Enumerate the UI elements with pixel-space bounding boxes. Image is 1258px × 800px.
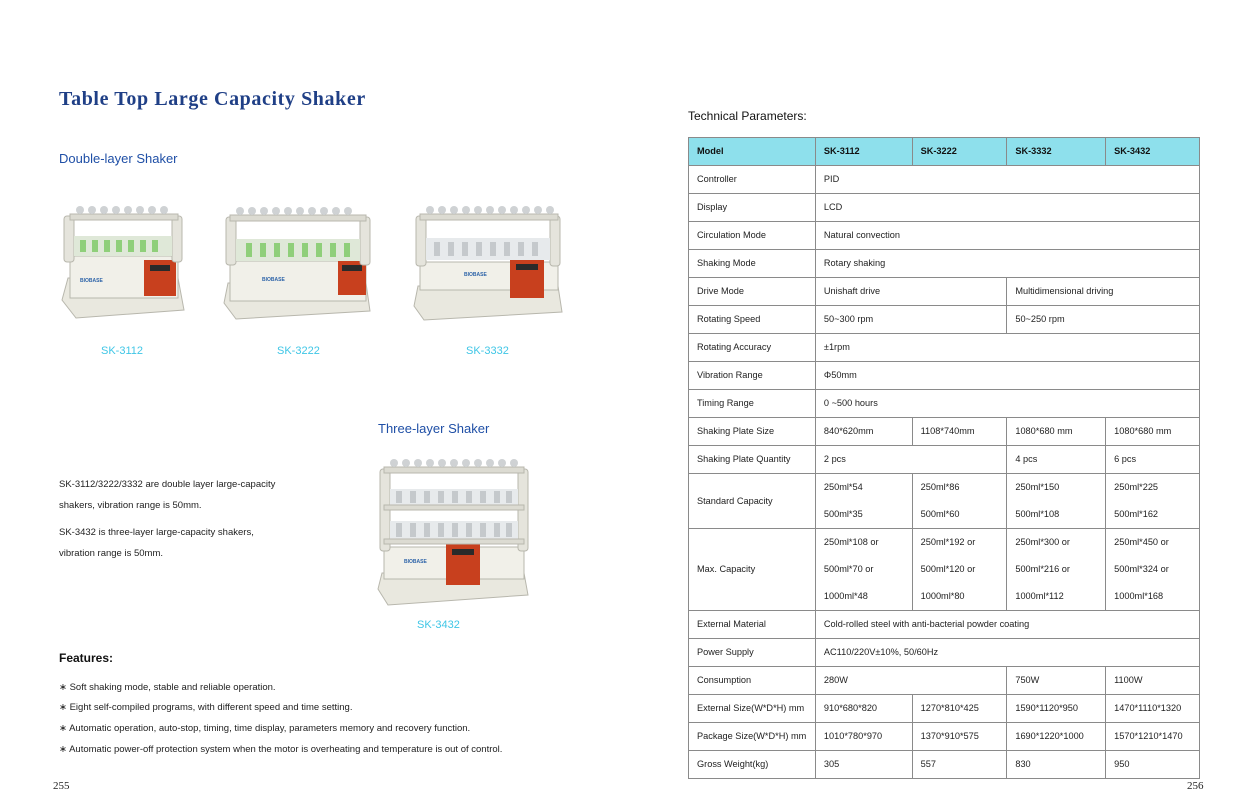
table-cell: 280W [815, 667, 1006, 695]
table-cell: PID [815, 166, 1199, 194]
param-label: Drive Mode [689, 278, 816, 306]
brand-logo: BIOBASE [404, 559, 427, 565]
table-row [689, 362, 1200, 390]
table-cell: 305 [815, 751, 912, 779]
table-cell: 0 ~500 hours [815, 390, 1199, 418]
table-cell: 1108*740mm [912, 418, 1007, 446]
features-title: Features: [59, 651, 114, 665]
feature-item: ∗ Automatic power-off protection system when the motor is overheating and temperature is out of control. [59, 744, 503, 755]
table-cell: 6 pcs [1106, 446, 1200, 474]
param-label: Standard Capacity [689, 474, 816, 529]
table-cell [1007, 529, 1106, 611]
param-label: Shaking Mode [689, 250, 816, 278]
table-cell [1106, 529, 1200, 611]
description-line-4: vibration range is 50mm. [59, 548, 164, 559]
table-cell: Unishaft drive [815, 278, 1006, 306]
capacity-line: 1000ml*48 [823, 591, 868, 601]
param-label: Shaking Plate Size [689, 418, 816, 446]
table-cell: 557 [912, 751, 1007, 779]
table-row [689, 529, 1200, 611]
table-cell: 840*620mm [815, 418, 912, 446]
table-cell: Cold-rolled steel with anti-bacterial powder coating [815, 611, 1199, 639]
table-header-row [689, 138, 1200, 166]
param-label: Gross Weight(kg) [689, 751, 816, 779]
capacity-line: 500ml*60 [920, 509, 960, 519]
brand-logo: BIOBASE [80, 278, 103, 284]
model-label-sk-3222: SK-3222 [277, 345, 320, 357]
feature-item: ∗ Automatic operation, auto-stop, timing, time display, parameters memory and recovery function. [59, 723, 471, 734]
table-cell: 1690*1220*1000 [1007, 723, 1106, 751]
param-label: Power Supply [689, 639, 816, 667]
table-row [689, 639, 1200, 667]
capacity-line: 1000ml*168 [1114, 591, 1164, 601]
table-cell: ±1rpm [815, 334, 1199, 362]
technical-parameters-table [688, 137, 1200, 779]
capacity-line: 250ml*86 [920, 482, 960, 492]
param-label: Package Size(W*D*H) mm [689, 723, 816, 751]
table-row [689, 695, 1200, 723]
table-row [689, 667, 1200, 695]
table-cell: 1590*1120*950 [1007, 695, 1106, 723]
table-cell: Rotary shaking [815, 250, 1199, 278]
table-row [689, 723, 1200, 751]
header-cell: SK-3112 [815, 138, 912, 166]
table-cell: 1100W [1106, 667, 1200, 695]
table-cell: 2 pcs [815, 446, 1006, 474]
header-cell: SK-3432 [1106, 138, 1200, 166]
param-label: Rotating Speed [689, 306, 816, 334]
capacity-line: 250ml*300 or [1015, 537, 1070, 547]
capacity-line: 500ml*162 [1114, 509, 1159, 519]
param-label: Circulation Mode [689, 222, 816, 250]
param-label: Consumption [689, 667, 816, 695]
param-label: Timing Range [689, 390, 816, 418]
page-title: Table Top Large Capacity Shaker [59, 88, 366, 110]
table-cell: AC110/220V±10%, 50/60Hz [815, 639, 1199, 667]
capacity-line: 250ml*225 [1114, 482, 1159, 492]
param-label: Vibration Range [689, 362, 816, 390]
capacity-line: 500ml*324 or [1114, 564, 1169, 574]
table-cell: 4 pcs [1007, 446, 1106, 474]
double-layer-heading: Double-layer Shaker [59, 151, 178, 166]
param-label: Rotating Accuracy [689, 334, 816, 362]
table-cell: 910*680*820 [815, 695, 912, 723]
table-cell: 1010*780*970 [815, 723, 912, 751]
table-row [689, 334, 1200, 362]
header-cell: SK-3332 [1007, 138, 1106, 166]
table-cell: 750W [1007, 667, 1106, 695]
param-label: Display [689, 194, 816, 222]
shaker-sk-3432-image [374, 455, 534, 607]
table-cell: 1470*1110*1320 [1106, 695, 1200, 723]
param-label: Shaking Plate Quantity [689, 446, 816, 474]
capacity-line: 250ml*450 or [1114, 537, 1169, 547]
table-cell: Φ50mm [815, 362, 1199, 390]
three-layer-heading: Three-layer Shaker [378, 421, 490, 436]
table-cell: 950 [1106, 751, 1200, 779]
table-cell [1106, 474, 1200, 529]
table-row [689, 611, 1200, 639]
table-cell: Natural convection [815, 222, 1199, 250]
table-row [689, 194, 1200, 222]
param-label: Controller [689, 166, 816, 194]
capacity-line: 250ml*150 [1015, 482, 1060, 492]
table-row [689, 278, 1200, 306]
capacity-line: 1000ml*112 [1015, 591, 1064, 601]
table-cell: 1080*680 mm [1007, 418, 1106, 446]
capacity-line: 500ml*216 or [1015, 564, 1070, 574]
table-row [689, 418, 1200, 446]
description-line-2: shakers, vibration range is 50mm. [59, 500, 202, 511]
model-label-sk-3112: SK-3112 [101, 345, 143, 357]
capacity-line: 250ml*54 [823, 482, 863, 492]
feature-item: ∗ Eight self-compiled programs, with different speed and time setting. [59, 702, 353, 713]
table-row [689, 390, 1200, 418]
table-cell [815, 529, 912, 611]
param-label: Max. Capacity [689, 529, 816, 611]
table-row [689, 306, 1200, 334]
table-row [689, 222, 1200, 250]
model-label-sk-3432: SK-3432 [417, 619, 460, 631]
capacity-line: 500ml*108 [1015, 509, 1060, 519]
capacity-line: 250ml*192 or [920, 537, 976, 547]
shaker-sk-3332-image [412, 202, 564, 324]
table-cell [1007, 474, 1106, 529]
page-number-right: 256 [1187, 780, 1204, 792]
param-label: External Material [689, 611, 816, 639]
feature-item: ∗ Soft shaking mode, stable and reliable operation. [59, 682, 276, 693]
table-cell: Multidimensional driving [1007, 278, 1200, 306]
capacity-line: 500ml*120 or [920, 564, 976, 574]
model-label-sk-3332: SK-3332 [466, 345, 509, 357]
shaker-sk-3112-image [60, 200, 188, 324]
table-cell [815, 474, 912, 529]
table-row [689, 446, 1200, 474]
table-cell: 50~250 rpm [1007, 306, 1200, 334]
table-cell: 50~300 rpm [815, 306, 1006, 334]
table-row [689, 250, 1200, 278]
capacity-line: 500ml*70 or [823, 564, 874, 574]
table-cell: 1570*1210*1470 [1106, 723, 1200, 751]
table-row [689, 474, 1200, 529]
param-label: External Size(W*D*H) mm [689, 695, 816, 723]
table-row [689, 166, 1200, 194]
description-line-1: SK-3112/3222/3332 are double layer large-capacity [59, 479, 276, 490]
shaker-sk-3222-image [222, 203, 372, 323]
table-cell: 1080*680 mm [1106, 418, 1200, 446]
table-cell: 830 [1007, 751, 1106, 779]
table-cell [912, 529, 1007, 611]
header-cell: SK-3222 [912, 138, 1007, 166]
table-cell [912, 474, 1007, 529]
header-cell: Model [689, 138, 816, 166]
technical-parameters-title: Technical Parameters: [688, 109, 807, 123]
brand-logo: BIOBASE [262, 277, 285, 283]
description-line-3: SK-3432 is three-layer large-capacity shakers, [59, 527, 254, 538]
capacity-line: 500ml*35 [823, 509, 863, 519]
table-cell: 1270*810*425 [912, 695, 1007, 723]
brand-logo: BIOBASE [464, 272, 487, 278]
page-number-left: 255 [53, 780, 70, 792]
capacity-line: 250ml*108 or [823, 537, 879, 547]
table-cell: LCD [815, 194, 1199, 222]
capacity-line: 1000ml*80 [920, 591, 965, 601]
table-row [689, 751, 1200, 779]
table-cell: 1370*910*575 [912, 723, 1007, 751]
